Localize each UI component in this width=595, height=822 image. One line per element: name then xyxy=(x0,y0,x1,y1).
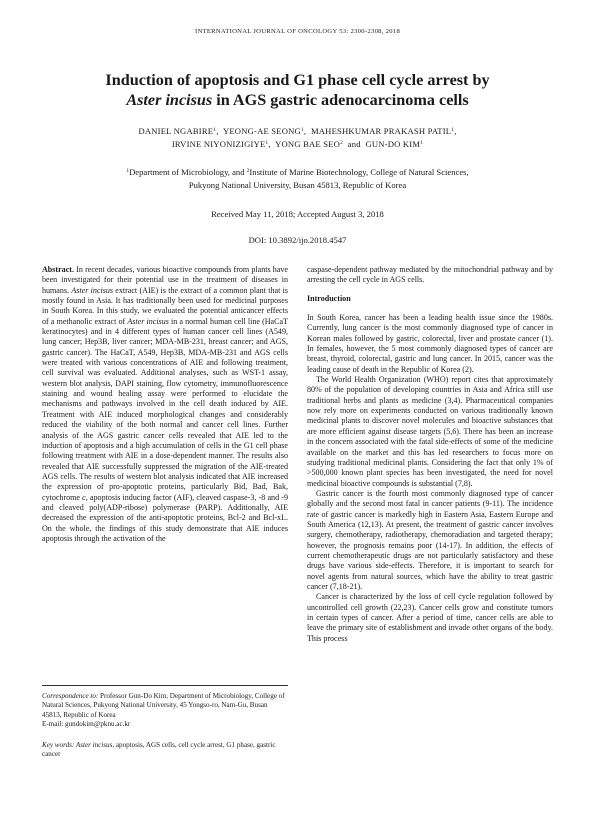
footnote-divider xyxy=(42,685,288,686)
author-line-2: IRVINE NIYONIZIGIYE$^1$, YONG BAE SEO$^2$ and GUN-DO KIM$^1$ xyxy=(171,139,424,149)
author-affil-sup: 1 xyxy=(300,127,304,133)
author-name: GUN-DO KIM xyxy=(365,139,421,149)
correspondence xyxy=(42,692,288,730)
abstract-text: In recent decades, various bioactive compounds from plants have been investigated for their potential use in the treatment of diseases in humans. xyxy=(42,265,288,295)
section-heading-introduction: Introduction xyxy=(307,293,351,303)
abstract-text: extract (AIE) is the extract of a common plant that is mostly found in Asia. It has traditionally been used for medicinal purposes in South Korea. In this study, we evaluated the potential anticancer effects of a methanolic extract of xyxy=(42,285,288,326)
author-line-1: DANIEL NGABIRE$^1$, YEONG-AE SEONG$^1$, MAHESHKUMAR PRAKASH PATIL$^1$, xyxy=(138,126,457,136)
author-affil-sup: 2 xyxy=(340,140,344,146)
affil-part-2: Institute of Marine Biotechnology, College of Natural Sciences, xyxy=(249,167,469,177)
abstract-species: Aster incisus xyxy=(71,285,113,295)
author-name: MAHESHKUMAR PRAKASH PATIL xyxy=(310,126,452,136)
abstract xyxy=(42,265,288,544)
left-column xyxy=(42,265,288,544)
right-column xyxy=(307,265,553,644)
keywords-text: , apoptosis, AGS cells, cell cycle arrest, G1 phase, gastric cancer xyxy=(42,741,276,759)
author-affil-sup: 1 xyxy=(420,140,424,146)
article-title xyxy=(40,70,555,110)
affiliation xyxy=(40,166,555,191)
affil-part-1: Department of Microbiology, and xyxy=(129,167,247,177)
title-line-2 xyxy=(40,90,555,110)
intro-paragraph: Cancer is characterized by the loss of cell cycle regulation followed by uncontrolled cell growth (22,23). Cancer cells grow and constitute tumors in certain types of cancer. After a period of time, cancer cells are able to leave the primary site of establishment and invade other organs of the body. This process xyxy=(307,592,553,643)
keywords-species: Aster incisus xyxy=(74,741,113,749)
keywords xyxy=(42,741,288,760)
correspondence-email[interactable]: E-mail: gundokim@pknu.ac.kr xyxy=(42,720,131,729)
intro-paragraph: Gastric cancer is the fourth most commonly diagnosed type of cancer globally and the second most fatal in cancer patients (9-11). The incidence rate of gastric cancer is markedly high in Eastern Asia, Eastern Europe and South America (12,13). At present, the treatment of gastric cancer involves surgery, chemotherapy, radiotherapy, chemoradiation and targeted therapy; however, the prognosis remains poor (14-17). In addition, the effects of current chemotherapeutic drugs are not particularly satisfactory and these drugs have various side-effects. Therefore, it is important to search for novel agents from natural sources, which have the ability to treat gastric cancer (7,18-21). xyxy=(307,488,553,591)
correspondence-label: Correspondence to: xyxy=(42,692,99,700)
abstract-label: Abstract. xyxy=(42,265,74,274)
abstract-species: Aster incisus xyxy=(127,316,169,326)
abstract-continuation: caspase-dependent pathway mediated by the mitochondrial pathway and by arresting the cell cycle in AGS cells. xyxy=(307,265,553,285)
author-name: YONG BAE SEO xyxy=(275,139,341,149)
running-header: INTERNATIONAL JOURNAL OF ONCOLOGY 53: 2300-2308, 2018 xyxy=(194,28,401,35)
author-name: IRVINE NIYONIZIGIYE xyxy=(171,139,266,149)
affil-sup: 1 xyxy=(126,168,130,174)
abstract-text: in a normal human cell line (HaCaT keratinocytes) and in 4 different types of human cancer cell lines (A549, lung cancer; Hep3B, liver cancer; MDA-MB-231, breast cancer; and AGS, gastric cancer). The HaCaT, A549, Hep3B, MDA-MB-231 and AGS cells were treated with various concentrations of AIE and following treatment, cell survival was evaluated. Additional analyses, such as WST-1 assay, western blot analysis, DAPI staining, flow cytometry, immunofluorescence staining and wound healing assay were performed to elucidate the mechanisms and pathways involved in the cell death induced by AIE. Treatment with AIE induced morphological changes and considerably reduced the viability of the both normal and cancer cell lines. Further analysis of the AGS gastric cancer cells revealed that AIE led to the induction of apoptosis and a high accumulation of cells in the G1 cell phase following treatment with AIE in a dose-dependent manner. The results also revealed that AIE successfully suppressed the migration of the AIE-treated AGS cells. The results of western blot analysis indicated that AIE increased the expression of pro-apoptotic proteins, particularly Bid, Bad, Bak, cytochrome xyxy=(42,316,288,502)
title-line-1: Induction of apoptosis and G1 phase cell cycle arrest by xyxy=(105,71,490,89)
author-affil-sup: 1 xyxy=(213,127,217,133)
doi-link[interactable]: DOI: 10.3892/ijo.2018.4547 xyxy=(248,235,347,245)
received-dates: Received May 11, 2018; Accepted August 3, 2018 xyxy=(211,209,384,219)
keywords-label: Key words: xyxy=(42,741,75,749)
author-affil-sup: 1 xyxy=(451,127,455,133)
abstract-italic: c xyxy=(82,492,86,502)
correspondence-text: Professor Gun-Do Kim, Department of Microbiology, College of Natural Sciences, Pukyong National University, 45 Yongso-ro, Nam-Gu, Busan 45813, Republic of Korea xyxy=(42,692,285,719)
intro-paragraph: The World Health Organization (WHO) report cites that approximately 80% of the population of developing countries in Asia and Africa still use traditional herbs and plants as medicine (3,4). Pharmaceutical companies now rely more on experiments conducted on various traditionally known medicinal plants to discover novel molecules and bioactive substances that are more efficient against disease targets (5,6). There has been an increase in the concern associated with the fatal side-effects of some of the medicine available on the market and this has led researchers to focus more on studying traditional medicinal plants. Considering the fact that only 1% of >500,000 known plant species has been investigated, the need for novel medicinal bioactive compounds is substantial (7,8). xyxy=(307,375,553,488)
affiliation-line-1 xyxy=(40,166,555,179)
intro-paragraph: In South Korea, cancer has been a leading health issue since the 1980s. Currently, lung cancer is the most commonly diagnosed type of cancer in Korean males followed by gastric, colorectal, liver and prostate cancer (1). In females, however, the 5 most commonly diagnosed types of cancer are breast, thyroid, colorectal, gastric and lung cancer. In 2015, cancer was the leading cause of death in the Republic of Korea (2). xyxy=(307,313,553,374)
author-affil-sup: 1 xyxy=(265,140,269,146)
author-list xyxy=(40,125,555,151)
title-species: Aster incisus xyxy=(126,91,213,109)
affil-sup: 2 xyxy=(246,168,250,174)
author-name: YEONG-AE SEONG xyxy=(222,126,301,136)
affiliation-line-2: Pukyong National University, Busan 45813, Republic of Korea xyxy=(188,179,407,190)
abstract-text: , apoptosis inducing factor (AIF), cleaved caspase-3, -8 and -9 and cleaved poly(ADP-ribose) polymerase (PARP). Additionally, AIE decreased the expression of the anti-apoptotic proteins, Bcl-2 and Bcl-xL. On the whole, the findings of this study demonstrate that AIE induces apoptosis through the activation of the xyxy=(42,492,288,543)
author-and: and xyxy=(347,139,361,149)
author-name: DANIEL NGABIRE xyxy=(138,126,214,136)
title-line-2-rest: in AGS gastric adenocarcinoma cells xyxy=(212,91,469,109)
